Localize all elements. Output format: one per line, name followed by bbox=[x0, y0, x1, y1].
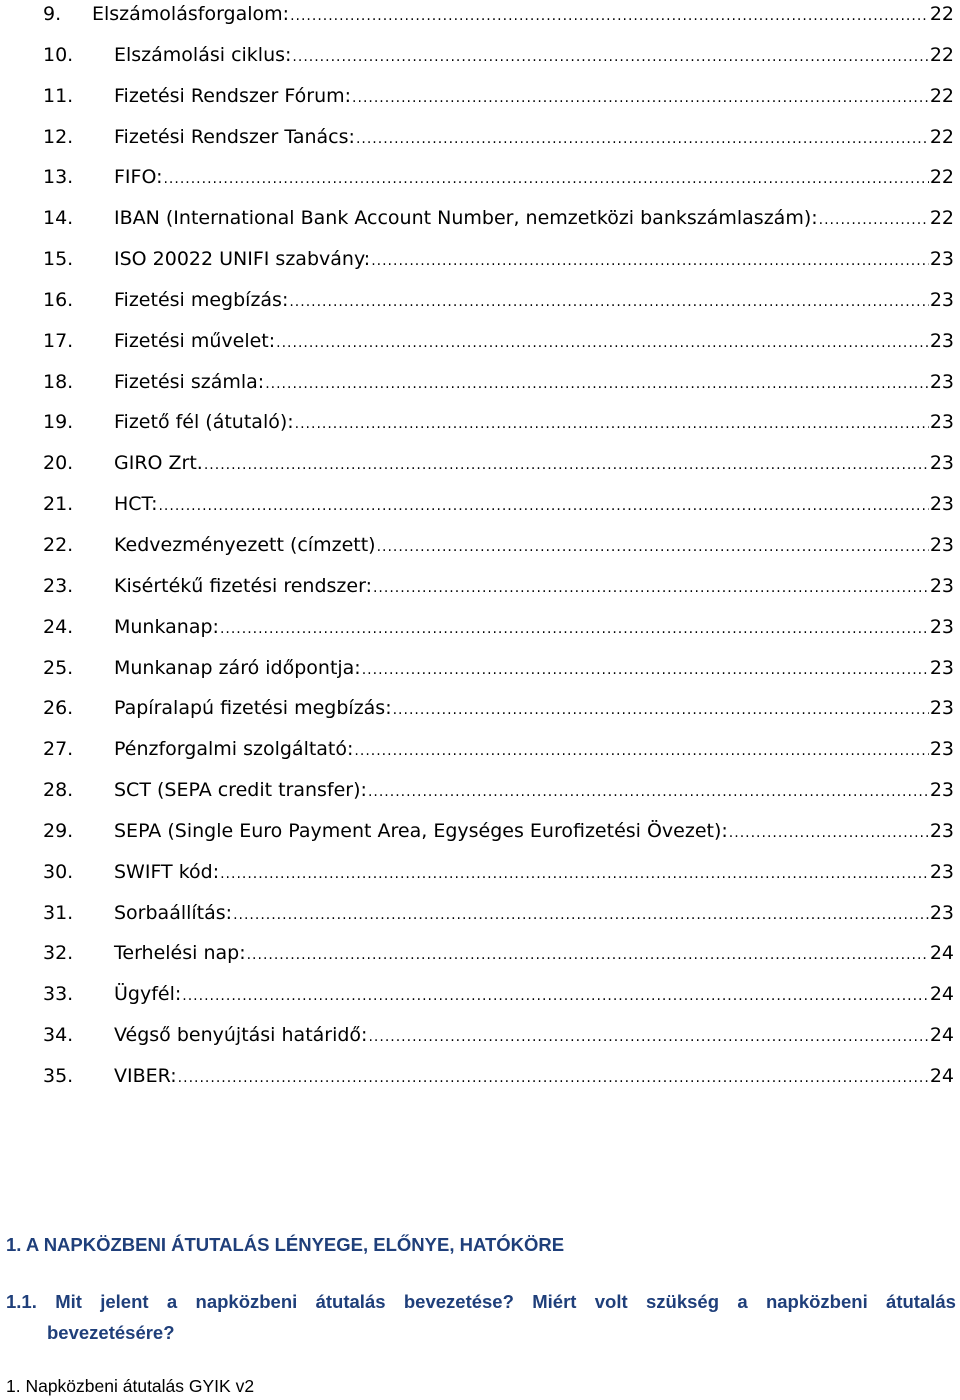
toc-entry-title: Terhelési nap: bbox=[114, 942, 246, 965]
toc-entry-number: 18. bbox=[43, 370, 74, 393]
page-footer: 1. Napközbeni átutalás GYIK v2 bbox=[6, 1376, 255, 1396]
subsection-heading-word: a bbox=[166, 1291, 178, 1312]
subsection-heading-word: napközbeni bbox=[195, 1291, 298, 1312]
subsection-heading-word: szükség bbox=[645, 1291, 719, 1312]
toc-dot-leader bbox=[182, 976, 929, 1017]
toc-dot-leader bbox=[393, 690, 929, 731]
toc-entry-title: Sorbaállítás: bbox=[114, 901, 233, 924]
subsection-heading-word: Miért bbox=[532, 1291, 577, 1312]
toc-entry[interactable] bbox=[0, 280, 960, 321]
toc-entry-title: Munkanap: bbox=[114, 615, 219, 638]
toc-entry[interactable] bbox=[0, 770, 960, 811]
toc-entry-title: GIRO Zrt. bbox=[114, 452, 203, 475]
toc-dot-leader bbox=[204, 445, 929, 486]
toc-entry-page: 24 bbox=[929, 942, 954, 965]
toc-entry-title: Fizetési Rendszer Tanács: bbox=[114, 125, 355, 148]
toc-entry[interactable] bbox=[0, 974, 960, 1015]
toc-entry-title: Ügyfél: bbox=[114, 983, 182, 1006]
toc-dot-leader bbox=[290, 0, 929, 37]
subsection-heading bbox=[6, 1286, 956, 1348]
subsection-heading-word: átutalás bbox=[886, 1291, 956, 1312]
toc-entry-number: 30. bbox=[43, 860, 74, 883]
toc-entry-number: 10. bbox=[43, 43, 74, 66]
toc-entry-title: Fizetési Rendszer Fórum: bbox=[114, 84, 352, 107]
toc-entry-number: 11. bbox=[43, 84, 74, 107]
toc-entry[interactable] bbox=[0, 811, 960, 852]
toc-entry-number: 34. bbox=[43, 1024, 74, 1047]
toc-dot-leader bbox=[368, 772, 929, 813]
toc-entry-title: SWIFT kód: bbox=[114, 860, 220, 883]
subsection-heading-word: átutalás bbox=[315, 1291, 386, 1312]
toc-entry-page: 23 bbox=[929, 288, 954, 311]
toc-dot-leader bbox=[289, 282, 928, 323]
toc-dot-leader bbox=[373, 568, 929, 609]
toc-entry-page: 22 bbox=[929, 166, 954, 189]
toc-entry[interactable] bbox=[0, 607, 960, 648]
toc-dot-leader bbox=[354, 731, 928, 772]
toc-entry-page: 22 bbox=[929, 43, 954, 66]
toc-entry-number: 33. bbox=[43, 983, 74, 1006]
toc-entry[interactable] bbox=[0, 402, 960, 443]
toc-entry[interactable] bbox=[0, 729, 960, 770]
toc-entry-number: 26. bbox=[43, 697, 74, 720]
toc-entry-page: 23 bbox=[929, 656, 954, 679]
toc-dot-leader bbox=[292, 37, 928, 78]
toc-dot-leader bbox=[265, 364, 929, 405]
toc-dot-leader bbox=[178, 1058, 929, 1099]
toc-entry-title: Végső benyújtási határidő: bbox=[114, 1024, 368, 1047]
subsection-heading-line1 bbox=[6, 1286, 956, 1317]
toc-entry-page: 24 bbox=[929, 1024, 954, 1047]
toc-entry-title: SCT (SEPA credit transfer): bbox=[114, 779, 367, 802]
toc-entry[interactable] bbox=[0, 688, 960, 729]
toc-dot-leader bbox=[352, 78, 929, 119]
toc-dot-leader bbox=[371, 241, 929, 282]
toc-entry-title: Papíralapú fizetési megbízás: bbox=[114, 697, 392, 720]
subsection-heading-line2: bevezetésére? bbox=[47, 1322, 175, 1343]
toc-entry[interactable] bbox=[0, 525, 960, 566]
toc-dot-leader bbox=[295, 404, 929, 445]
toc-entry[interactable] bbox=[0, 239, 960, 280]
toc-dot-leader bbox=[368, 1017, 928, 1058]
toc-entry[interactable] bbox=[0, 893, 960, 934]
toc-dot-leader bbox=[819, 200, 929, 241]
subsection-heading-word: Mit bbox=[55, 1291, 82, 1312]
toc-entry-number: 29. bbox=[43, 819, 74, 842]
toc-entry-page: 23 bbox=[929, 697, 954, 720]
subsection-heading-word: a bbox=[737, 1291, 748, 1312]
toc-entry-page: 24 bbox=[929, 983, 954, 1006]
toc-dot-leader bbox=[729, 813, 929, 854]
toc-entry-number: 12. bbox=[43, 125, 74, 148]
toc-entry[interactable] bbox=[0, 648, 960, 689]
toc-entry-number: 20. bbox=[43, 452, 74, 475]
toc-entry-number: 21. bbox=[43, 493, 74, 516]
toc-entry-title: VIBER: bbox=[114, 1064, 177, 1087]
toc-entry-page: 22 bbox=[929, 3, 954, 25]
toc-entry-number: 15. bbox=[43, 248, 74, 271]
toc-entry-page: 23 bbox=[929, 248, 954, 271]
toc-entry-title: Kisértékű fizetési rendszer: bbox=[114, 574, 372, 597]
toc-entry-number: 19. bbox=[43, 411, 74, 434]
toc-entry-title: Fizetési megbízás: bbox=[114, 288, 289, 311]
toc-entry-page: 22 bbox=[929, 207, 954, 230]
toc-entry-page: 23 bbox=[929, 615, 954, 638]
toc-entry[interactable] bbox=[0, 443, 960, 484]
toc-entry-page: 23 bbox=[929, 738, 954, 761]
toc-entry-title: Elszámolásforgalom: bbox=[92, 3, 290, 25]
subsection-heading-word: 1.1. bbox=[6, 1291, 37, 1312]
toc-entry-number: 17. bbox=[43, 329, 74, 352]
subsection-heading-word: napközbeni bbox=[765, 1291, 868, 1312]
section-heading: 1. A NAPKÖZBENI ÁTUTALÁS LÉNYEGE, ELŐNYE, HATÓKÖRE bbox=[6, 1234, 565, 1255]
toc-entry-number: 25. bbox=[43, 656, 74, 679]
toc-dot-leader bbox=[276, 323, 929, 364]
toc-dot-leader bbox=[163, 159, 928, 200]
toc-entry-number: 9. bbox=[43, 3, 62, 25]
toc-entry-page: 22 bbox=[929, 84, 954, 107]
toc-entry-page: 23 bbox=[929, 329, 954, 352]
toc-entry-title: Pénzforgalmi szolgáltató: bbox=[114, 738, 354, 761]
toc-entry-page: 23 bbox=[929, 779, 954, 802]
toc-entry-title: ISO 20022 UNIFI szabvány: bbox=[114, 248, 371, 271]
toc-entry[interactable] bbox=[0, 566, 960, 607]
toc-entry[interactable] bbox=[0, 35, 960, 76]
toc-entry[interactable] bbox=[0, 0, 960, 35]
toc-entry[interactable] bbox=[0, 198, 960, 239]
toc-entry-number: 23. bbox=[43, 574, 74, 597]
subsection-heading-word: jelent bbox=[100, 1291, 149, 1312]
toc-entry-page: 23 bbox=[929, 533, 954, 556]
toc-entry-number: 14. bbox=[43, 207, 74, 230]
toc-entry-title: IBAN (International Bank Account Number, nemzetközi bankszámlaszám): bbox=[114, 207, 818, 230]
toc-entry-page: 23 bbox=[929, 452, 954, 475]
subsection-heading-word: bevezetése? bbox=[403, 1291, 514, 1312]
toc-entry-page: 23 bbox=[929, 370, 954, 393]
toc-entry-title: Kedvezményezett (címzett) bbox=[114, 533, 376, 556]
toc-entry-page: 23 bbox=[929, 819, 954, 842]
toc-entry-page: 23 bbox=[929, 574, 954, 597]
toc-entry-number: 35. bbox=[43, 1064, 74, 1087]
toc-entry[interactable] bbox=[0, 484, 960, 525]
toc-dot-leader bbox=[362, 650, 929, 691]
toc-entry-number: 31. bbox=[43, 901, 74, 924]
toc-entry-number: 32. bbox=[43, 942, 74, 965]
toc-entry-title: Fizetési művelet: bbox=[114, 329, 276, 352]
toc-entry[interactable] bbox=[0, 321, 960, 362]
toc-entry-title: Munkanap záró időpontja: bbox=[114, 656, 361, 679]
toc-entry-title: FIFO: bbox=[114, 166, 163, 189]
toc-entry-number: 13. bbox=[43, 166, 74, 189]
toc-entry[interactable] bbox=[0, 157, 960, 198]
toc-entry[interactable] bbox=[0, 852, 960, 893]
toc-dot-leader bbox=[247, 935, 929, 976]
toc-entry-number: 24. bbox=[43, 615, 74, 638]
toc-entry-number: 27. bbox=[43, 738, 74, 761]
toc-entry[interactable] bbox=[0, 933, 960, 974]
toc-entry-number: 28. bbox=[43, 779, 74, 802]
toc-dot-leader bbox=[356, 119, 929, 160]
toc-entry[interactable] bbox=[0, 362, 960, 403]
toc-entry[interactable] bbox=[0, 1015, 960, 1056]
toc-entry[interactable] bbox=[0, 1056, 960, 1097]
toc-entry-title: Fizetési számla: bbox=[114, 370, 265, 393]
toc-entry-page: 22 bbox=[929, 125, 954, 148]
toc-entry-number: 22. bbox=[43, 533, 74, 556]
toc-entry-title: Fizető fél (átutaló): bbox=[114, 411, 294, 434]
toc-entry-number: 16. bbox=[43, 288, 74, 311]
toc-entry-title: HCT: bbox=[114, 493, 158, 516]
toc-entry[interactable] bbox=[0, 76, 960, 117]
toc-dot-leader bbox=[377, 527, 929, 568]
toc-dot-leader bbox=[233, 895, 929, 936]
toc-dot-leader bbox=[220, 609, 929, 650]
toc-entry-title: SEPA (Single Euro Payment Area, Egységes Eurofizetési Övezet): bbox=[114, 819, 728, 842]
subsection-heading-word: volt bbox=[594, 1291, 628, 1312]
toc-entry-page: 23 bbox=[929, 493, 954, 516]
toc-dot-leader bbox=[158, 486, 928, 527]
toc-entry-page: 23 bbox=[929, 901, 954, 924]
toc-dot-leader bbox=[220, 854, 929, 895]
toc-entry-page: 23 bbox=[929, 860, 954, 883]
toc-entry-page: 24 bbox=[929, 1064, 954, 1087]
toc-entry-title: Elszámolási ciklus: bbox=[114, 43, 292, 66]
toc-entry[interactable] bbox=[0, 117, 960, 158]
toc-entry-page: 23 bbox=[929, 411, 954, 434]
